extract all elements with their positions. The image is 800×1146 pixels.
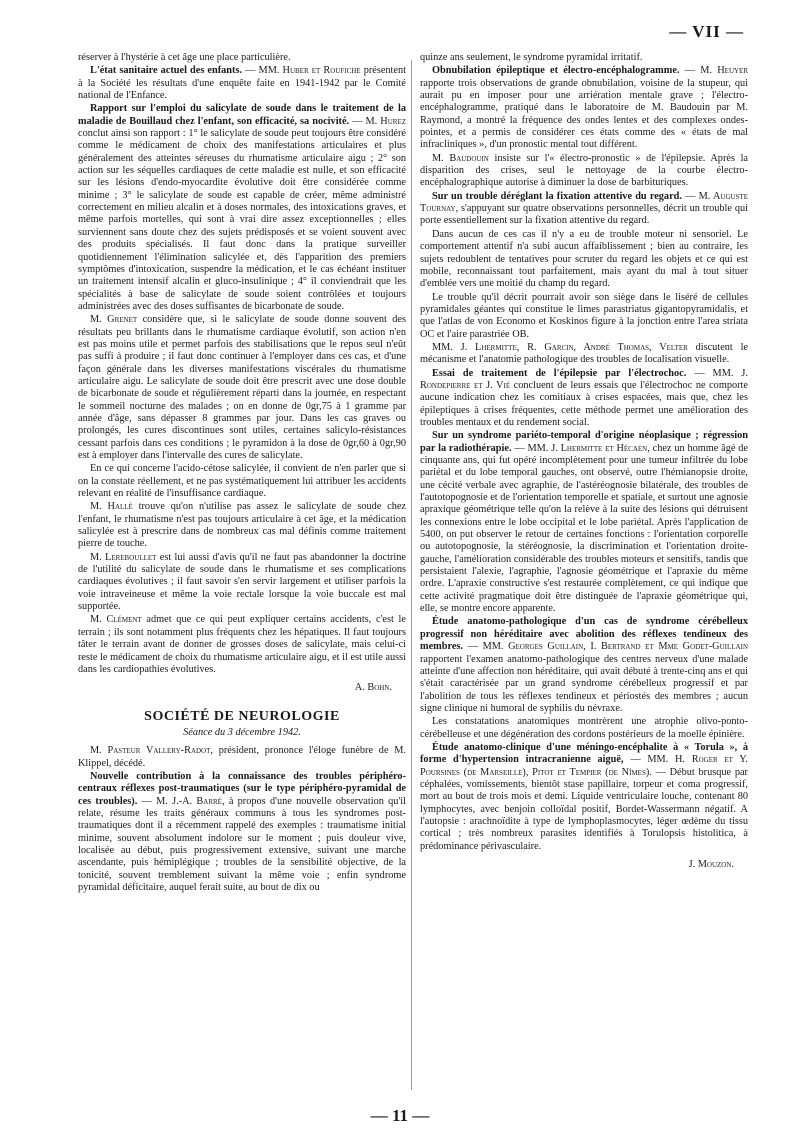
paragraph — [78, 614, 406, 676]
paragraph: quinze ans seulement, le syndrome pyramidal irritatif. — [420, 52, 643, 63]
paragraph — [420, 342, 748, 367]
paragraph — [78, 501, 406, 550]
article-title: L'état sanitaire actuel des enfants. — [90, 65, 243, 77]
paragraph-text: trouve qu'on n'utilise pas assez le salicylate de soude chez l'enfant, le rhumatisme n'est pas toujours articulaire à cet âge, et la médication salicylée est à prescrire dans de nombreux cas mal définis comme traitement pierre de touche. — [78, 501, 406, 550]
paragraph-text: est lui aussi d'avis qu'il ne faut pas abandonner la doctrine de l'utilité du salicylate de soude dans le rhumatisme et ses complications cardiaques évolutives ; il faut savoir s'en servir largement et utiliser parfois la voie intraveineuse et même la voie rectale lorsque la voie buccale est mal supportée. — [78, 551, 406, 613]
paragraph — [78, 314, 406, 462]
paragraph: Les constatations anatomiques montrèrent une atrophie olivo-ponto-cérébelleuse et une dégénération des cordons postérieurs de la moelle épinière. — [420, 716, 748, 740]
paragraph — [78, 771, 406, 894]
paragraph — [78, 745, 406, 770]
paragraph — [420, 65, 748, 151]
signature: A. Bohn. — [354, 682, 392, 694]
paragraph: En ce qui concerne l'acido-cétose salicylée, il convient de n'en parler que si on la constate réellement, et ne pas systématiquement lui attribuer les accidents relevant en réalité de l'insuffisance cardiaque. — [78, 463, 406, 500]
author-names: M. Pasteur Vallery-Radot — [90, 745, 211, 757]
paragraph — [420, 742, 748, 853]
paragraph-text: discutent le mécanisme et l'anatomie pathologique des troubles de localisation visuelle. — [420, 341, 748, 366]
paragraph-text: insiste sur l'« électro-pronostic » de l'épilepsie. Après la disparition des crises, seul le nettoyage de la courbe électro-encéphalographique autorise à diminuer la dose de barbituriques. — [420, 152, 748, 189]
paragraph-text: concluent de leurs essais que l'électrochoc ne comporte aucune indication chez les comitiaux à crises espacées, mais que, chez les épileptiques à crises fréquentes, cette méthode permet une amélioration des troubles mentaux et du rendement social. — [420, 379, 748, 428]
article-title: Étude anatomo-clinique d'une méningo-encéphalite à « Torula », à forme d'hypertension intracranienne aiguë, — [420, 741, 748, 766]
author-names: M. Grenet — [90, 314, 138, 326]
paragraph-text: , président, prononce l'éloge funèbre de M. Klippel, décédé. — [78, 745, 406, 769]
paragraph — [420, 153, 748, 190]
column-divider — [411, 60, 412, 1090]
paragraph-text: présentent à la Société les résultats d'une enquête faite en 1941-1942 par le Comité national de l'Enfance. — [78, 65, 406, 102]
page-header-roman: — VII — — [669, 22, 744, 41]
paragraph-text: rapportent l'examen anatomo-pathologique des centres nerveux d'une malade atteinte d'une affection non héréditaire, qui avait débuté à trente-cinq ans et qui s'était caractérisée par un grand syndrome cérébelleux progressif et par l'abolition de tous les réflexes tendineux et périostés des membres ; aucun signe clinique ni humoral de syphilis du névraxe. — [420, 653, 748, 714]
author-names: M. Clément — [90, 614, 142, 626]
paragraph — [420, 368, 748, 430]
author-names: — MM. H. Roger et Y. Poursines (de Marseille), Pitot et Tempier (de Nîmes). — [420, 754, 748, 778]
paragraph-text: admet que ce qui peut expliquer certains accidents, c'est le terrain ; ils sont notamment plus fréquents chez les hépatiques. Il faut toujours tâter le terrain avant de donner de grosses doses de salicylate, mais celui-ci reste le médicament de choix du rhumatisme articulaire aigu, et il est utile aussi dans les cardiopathies évolutives. — [78, 614, 406, 675]
author-names: — MM. J. Lhermitte et Hécaen — [514, 442, 648, 454]
paragraph — [78, 65, 406, 102]
author-names: M. Hallé — [90, 501, 133, 513]
author-names: — M. Auguste Tournay — [420, 190, 748, 215]
paragraph: Dans aucun de ces cas il n'y a eu de trouble moteur ni sensoriel. Le comportement attentif n'a subi aucun affaiblissement ; bien au contraire, les sujets redoublent de tentatives pour scruter du regard les objets et ce qui est mobile, reconnaissant tout parfaitement, mais ayant du mal à tout situer d'emblée vers une moitié du champ du regard. — [420, 228, 748, 290]
author-names: — M. Heuyer — [684, 65, 748, 77]
author-names: MM. J. Lhermitte, R. Garcin, André Thomas, Velter — [432, 341, 688, 353]
article-title: Étude anatomo-pathologique d'un cas de syndrome cérébelleux progressif non héréditaire avec abolition des réflexes tendineux des membres. — [420, 616, 748, 653]
paragraph-text: , chez un homme âgé de cinquante ans, qui fut opéré incomplètement pour une tumeur infiltrée du lobe pariétal et du lobe temporal gauches, ont observé, outre l'hémianopsie droite, une cécité verbale avec agraphie, de l'astéréognosie bilatérale, des troubles de l'autotopognosie et de l'orientation temporelle et spatiale, et surtout une agnosie apraxique géométrique telle qu'on la relève à la suite des lésions qui détruisent les connexions entre le lobe occipital et le lobe pariétal. Après l'application de 5400, on put observer le retour de certaines fonctions : l'orientation corporelle ou autotopognosie, la stéréognosie, la discrimination et l'orientation droite-gauche, l'amélioration considérable des troubles moteurs et sensitifs, tandis que persistaient l'alexie, l'agraphie, l'agnosie géométrique et l'apraxie du même ordre. L'apraxie constructive s'est restaurée complètement, ce qui indique que cette activité pragmatique doit être distinguée de l'apraxie géométrique qui, elle, se montre encore apparente. — [420, 442, 748, 615]
article-title: Obnubilation épileptique et électro-encéphalogramme. — [432, 65, 680, 77]
author-names: — M. J.-A. Barré — [141, 795, 222, 807]
author-names: — M. Hurez — [352, 115, 406, 127]
paragraph-text: , à propos d'une nouvelle observation qu'il relate, résume les traits généraux communs à tous les syndromes post-traumatiques dont il a récemment rappelé des exemples : traumatisme initial minime, souvent absolument indolore sur le moment ; puis douleur vive, localisée au début, puis progressivement extensive, suivant une marche ascendante, puis hémiplégique ; troubles de la sensibilité objective, de la tonicité, souvent tremblement suivant la même voie ; enfin syndrome pyramidal déficitaire, auquel ferait suite, au bout de dix ou — [78, 795, 406, 893]
paragraph — [420, 191, 748, 228]
article-title: Sur un trouble déréglant la fixation attentive du regard. — [432, 190, 682, 202]
paragraph-text: , s'appuyant sur quatre observations personnelles, décrit un trouble qui porte essentiellement sur la fixation attentive du regard. — [420, 203, 748, 227]
author-names: M. Baudouin — [432, 152, 489, 164]
signature: J. Mouzon. — [688, 859, 734, 870]
author-names: — MM. J. Rondepierre et J. Vié — [420, 367, 748, 391]
session-date: Séance du 3 décembre 1942. — [183, 726, 301, 738]
paragraph — [420, 430, 748, 615]
paragraph-text: — Début brusque par céphalées, vomissements, bientôt stase papillaire, torpeur et coma progressif, mort au bout de trois mois et demi. Liquide ventriculaire louche, contenant 80 lymphocytes, avec benjoin colloïdal positif, Bordet-Wassermann négatif. A l'autopsie : arachnoïdite à type de lymphoplasmocytes, léger œdème du tissu cortical ; très nombreux parasites identifiés à Torulopsis histolitica, à prédominance périvasculaire. — [420, 766, 748, 852]
paragraph — [78, 552, 406, 614]
article-title: Essai de traitement de l'épilepsie par l'électrochoc. — [432, 367, 687, 379]
author-names: M. Lereboullet — [90, 551, 157, 563]
paragraph-text: rapporte trois observations de grande obnubilation, voisine de la stupeur, qui aurait pu en imposer pour une arriération mentale grave ; l'électro-encéphalogramme, pratiqué dans le laboratoire de M. Baudouin par M. Raymond, a montré la fréquence des ondes lentes et des complexes ondes-pointes, et a permis de considérer ces états comme des « états de mal infracliniques », d'un pronostic mental tout différent. — [420, 77, 748, 151]
right-column — [420, 52, 748, 1098]
paragraph-text: considère que, si le salicylate de soude donne souvent des résultats peu brillants dans le rhumatisme cardiaque évolutif, son action n'en est pas moins utile et permet parfois des stabilisations que le repos seul n'eût pas suffi à produire ; il faut donc continuer à l'employer dans ces cas, et d'une façon générale dans les diverses manifestations viscérales du rhumatisme articulaire aigu. Le salicylate de soude doit être prescrit avec une dose double de bicarbonate de soude et régulièrement réparti dans la journée, en respectant le sommeil nocturne des malades ; on en donne de 0gr,75 à 1 gramme par année d'âge, sans dépasser 8 grammes par jour. Dans les cas graves ou prolongés, les cures discontinues sont utiles, certaines salicylo-résistances cessant parfois dans ces conditions ; le pyramidon à la dose de 0gr,60 à 0gr,90 est à employer dans l'intervalle des cures de salicylate. — [78, 314, 406, 461]
section-title: SOCIÉTÉ DE NEUROLOGIE — [144, 708, 340, 724]
paragraph — [420, 616, 748, 715]
paragraph: réserver à l'hystérie à cet âge une place particulière. — [78, 52, 291, 63]
article-title: Sur un syndrome pariéto-temporal d'origine néoplasique ; régression par la radiothérapie. — [420, 430, 748, 454]
article-title: Nouvelle contribution à la connaissance des troubles périphéro-centraux réflexes post-traumatiques (sur le type périphéro-pyramidal de ces troubles). — [78, 770, 406, 807]
paragraph-text: conclut ainsi son rapport : 1° le salicylate de soude peut toujours être considéré comme le médicament de choix des manifestations articulaires et plus généralement des atteintes séreuses du rhumatisme articulaire aigu ; 2° son action sur les séquelles cardiaques de cette maladie est nulle, et son efficacité sur les lésions d'endo-myocardite évolutive doit être considérée comme minime ; 3° le salicylate de soude est capable de créer, même administré correctement en milieu alcalin et à doses normales, des intoxications graves, et même parfois mortelles, qui sont à vrai dire assez exceptionnelles ; elles surviennent sans doute chez des sujets prédisposés et se voient souvent avec des produits spécialisés. Il faut donc dans la pratique surveiller quotidiennement l'élimination salicylée et, dès l'apparition des premiers symptômes d'intoxication, suspendre la médication, et le cas échéant instituer un traitement intensif alcalin et gluco-insulinique ; 4° il conviendrait que les spécialités à base de salicylate de soude soient contrôlées et toujours administrées avec des doses suffisantes de bicarbonate de soude. — [78, 128, 406, 312]
article-title: Rapport sur l'emploi du salicylate de soude dans le traitement de la maladie de Bouillaud chez l'enfant, son efficacité, sa nocivité. — [78, 103, 406, 127]
author-names: — MM. Huber et Roufiche — [245, 65, 361, 77]
paragraph — [78, 103, 406, 313]
left-column — [78, 52, 406, 1098]
page-footer-number: — 11 — — [370, 1106, 430, 1125]
author-names: — MM. Georges Guillain, I. Bertrand et Mme Godet-Guillain — [467, 641, 748, 653]
paragraph: Le trouble qu'il décrit pourrait avoir son siège dans le liséré de cellules pyramidales géantes qui constitue le limes parastriatus gigantopyramidalis, et que l'atlas de von Economo et Koskinos figure à la jonction entre l'area striata OC et l'aire parastriée OB. — [420, 291, 748, 340]
